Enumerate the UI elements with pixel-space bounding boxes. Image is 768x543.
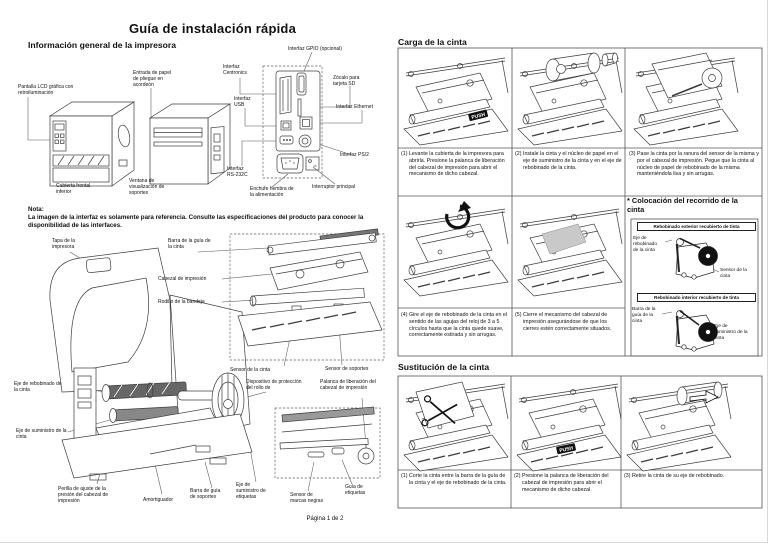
label-media-sensor: Sensor de soportes [325, 366, 369, 372]
label-ribbon-guide-bar: Barra de la guía de la cinta [168, 238, 211, 251]
label-media-window: Ventana de visualización de soportes [129, 178, 165, 197]
printer-rear-view-drawing [150, 104, 230, 184]
step-text: Gire el eje de rebobinado de la cinta en el sentido de las agujas del reloj de 3 a 5 círculos hasta que la cinta quede suave, correctamente estirada y sin arrugas. [408, 312, 508, 339]
svg-text:PUSH: PUSH [470, 111, 486, 121]
step-text: Instale la cinta y el núcleo de papel en el eje de suministro de la cinta y en el eje de rebobinado de la cinta. [522, 151, 622, 171]
page-number: Página 1 de 2 [306, 516, 344, 522]
overview-heading: Información general de la impresora [28, 40, 177, 50]
label-media-guide-bar: Barra de guía de soportes [190, 488, 221, 501]
power-inlet-icon [277, 154, 303, 173]
power-switch-icon [306, 157, 319, 170]
step-text: Retire la cinta de su eje de rebobinado. [631, 473, 725, 479]
label-pressure-knob: Perilla de ajuste de la presión del cabezal de impresión [58, 486, 109, 505]
page-title: Guía de instalación rápida [128, 21, 297, 36]
label-lcd-screen: Pantalla LCD gráfica con retroiluminación [18, 84, 74, 97]
step-number: (1) [401, 151, 408, 157]
label-power-jack: Enchufe hembra de la alimentación [250, 186, 294, 199]
step-text: Pase la cinta por la ranura del sensor de la misma y por el cabezal de impresión. Pegue que la cinta al núcleo de papel de rebobinado de la misma manteniéndola lisa y sin arrugas. [636, 151, 759, 178]
label-centronics: Interfaz Centronics [223, 64, 247, 77]
ribbon-replace-step-2-caption [512, 471, 620, 493]
path-label-supply-spindle: Eje de suministro de la cinta [714, 324, 748, 341]
label-ribbon-rewind-spindle: Eje de rebobinado de la cinta [14, 381, 62, 394]
ribbon-loading-step-3-caption [627, 149, 760, 178]
printer-open-view-drawing [50, 248, 252, 480]
ribbon-replace-step-3-caption [622, 471, 760, 480]
label-ethernet: Interfaz Ethernet [336, 104, 373, 110]
ribbon-loading-step-2-caption [513, 149, 623, 171]
note-text: La imagen de la interfaz es solamente para referencia. Consulte las especificaciones del producto para conocer la disponibilidad de las interfaces. [28, 214, 364, 230]
label-sensor-inset-drawing [275, 407, 380, 478]
label-ribbon-supply-spindle: Eje de suministro de la cinta [16, 428, 67, 441]
label-damper: Amortiguador [143, 497, 174, 503]
path-label-rewind-spindle: Eje de rebobinado de la cinta [633, 236, 658, 253]
clockwise-arrow-icon [447, 201, 471, 228]
step-number: (2) [514, 473, 521, 479]
step-text: Presione la palanca de liberación del cabezal de impresión para abrir el mecanismo de dicho cabezal. [521, 473, 609, 493]
ribbon-loading-step-1-caption [399, 149, 510, 178]
step-number: (3) [629, 151, 636, 157]
ribbon-path-inner-label: Rebobinado interior recubierto de tinta [637, 293, 756, 302]
step-text: Corte la cinta entre la barra de la guía de la cinta y el eje de rebobinado de la cinta. [408, 473, 507, 486]
label-head-release-lever: Palanca de liberación del cabezal de impresión [320, 379, 376, 392]
step-number: (3) [624, 473, 631, 479]
ribbon-replace-step-images [404, 382, 731, 471]
label-rs232: Interfaz RS-232C [227, 166, 248, 179]
label-front-cover: Cubierta frontal inferior [56, 183, 91, 196]
interface-panel-drawing [263, 66, 322, 178]
step-text: Levante la cubierta de la impresora para abrirla. Presione la palanca de liberación del cabezal de impresión para abrir el mecanismo de dicho cabezal. [408, 151, 505, 178]
step-number: (2) [515, 151, 522, 157]
path-label-ribbon-sensor: Sensor de la cinta [720, 268, 747, 279]
used-ribbon-roll-drawing [677, 382, 722, 405]
step-number: (4) [401, 312, 408, 318]
label-fanfold-entrance: Entrada de papel de pliegue en acordeón [133, 70, 172, 89]
label-label-guide: Guía de etiquetas [345, 484, 366, 497]
ribbon-path-outer-label: Rebobinado exterior recubierto de tinta [637, 222, 756, 231]
ribbon-path-inner-diagram [676, 311, 718, 352]
label-usb: Interfaz USB [234, 96, 251, 109]
label-label-roll-guard: Dispositivo de protección del rollo de [246, 379, 302, 392]
label-power-switch: Interruptor principal [312, 184, 356, 190]
label-ribbon-sensor: Sensor de la cinta [230, 367, 271, 373]
printer-front-view-drawing [50, 102, 134, 186]
ribbon-loading-step-4-caption [399, 310, 510, 339]
ribbon-replace-step-1-caption [399, 471, 509, 487]
label-ps2: Interfaz PS/2 [340, 152, 369, 158]
label-platen-roller: Rodillo de la bandeja [158, 299, 205, 305]
svg-text:PUSH: PUSH [558, 445, 574, 455]
ribbon-path-heading: * Colocación del recorrido de la cinta [627, 196, 738, 214]
label-gpio: Interfaz GPIO (opcional) [288, 46, 342, 52]
ribbon-loading-heading: Carga de la cinta [398, 37, 467, 47]
label-print-head: Cabezal de impresión [158, 276, 207, 282]
note-label: Nota: [28, 206, 44, 213]
ribbon-path-outer-diagram [676, 239, 718, 280]
step-number: (1) [401, 473, 408, 479]
label-printer-cover: Tapa de la impresora [52, 238, 76, 251]
step-number: (5) [515, 312, 522, 318]
label-sd-socket: Zócalo para tarjeta SD [333, 75, 360, 88]
label-label-supply-spindle: Eje de suministro de etiquetas [236, 482, 266, 501]
label-black-mark-sensor: Sensor de marcas negras [290, 492, 324, 505]
head-release-lever-icon [358, 444, 374, 464]
ribbon-loading-step-5-caption [513, 310, 623, 332]
step-text: Cierre el mecanismo del cabezal de impresión asegurándose de que los cierres estén correctamente situados. [522, 312, 612, 332]
ribbon-replace-heading: Sustitución de la cinta [398, 362, 490, 372]
path-label-guide-bar: Barra de la guía de la cinta [632, 307, 656, 324]
